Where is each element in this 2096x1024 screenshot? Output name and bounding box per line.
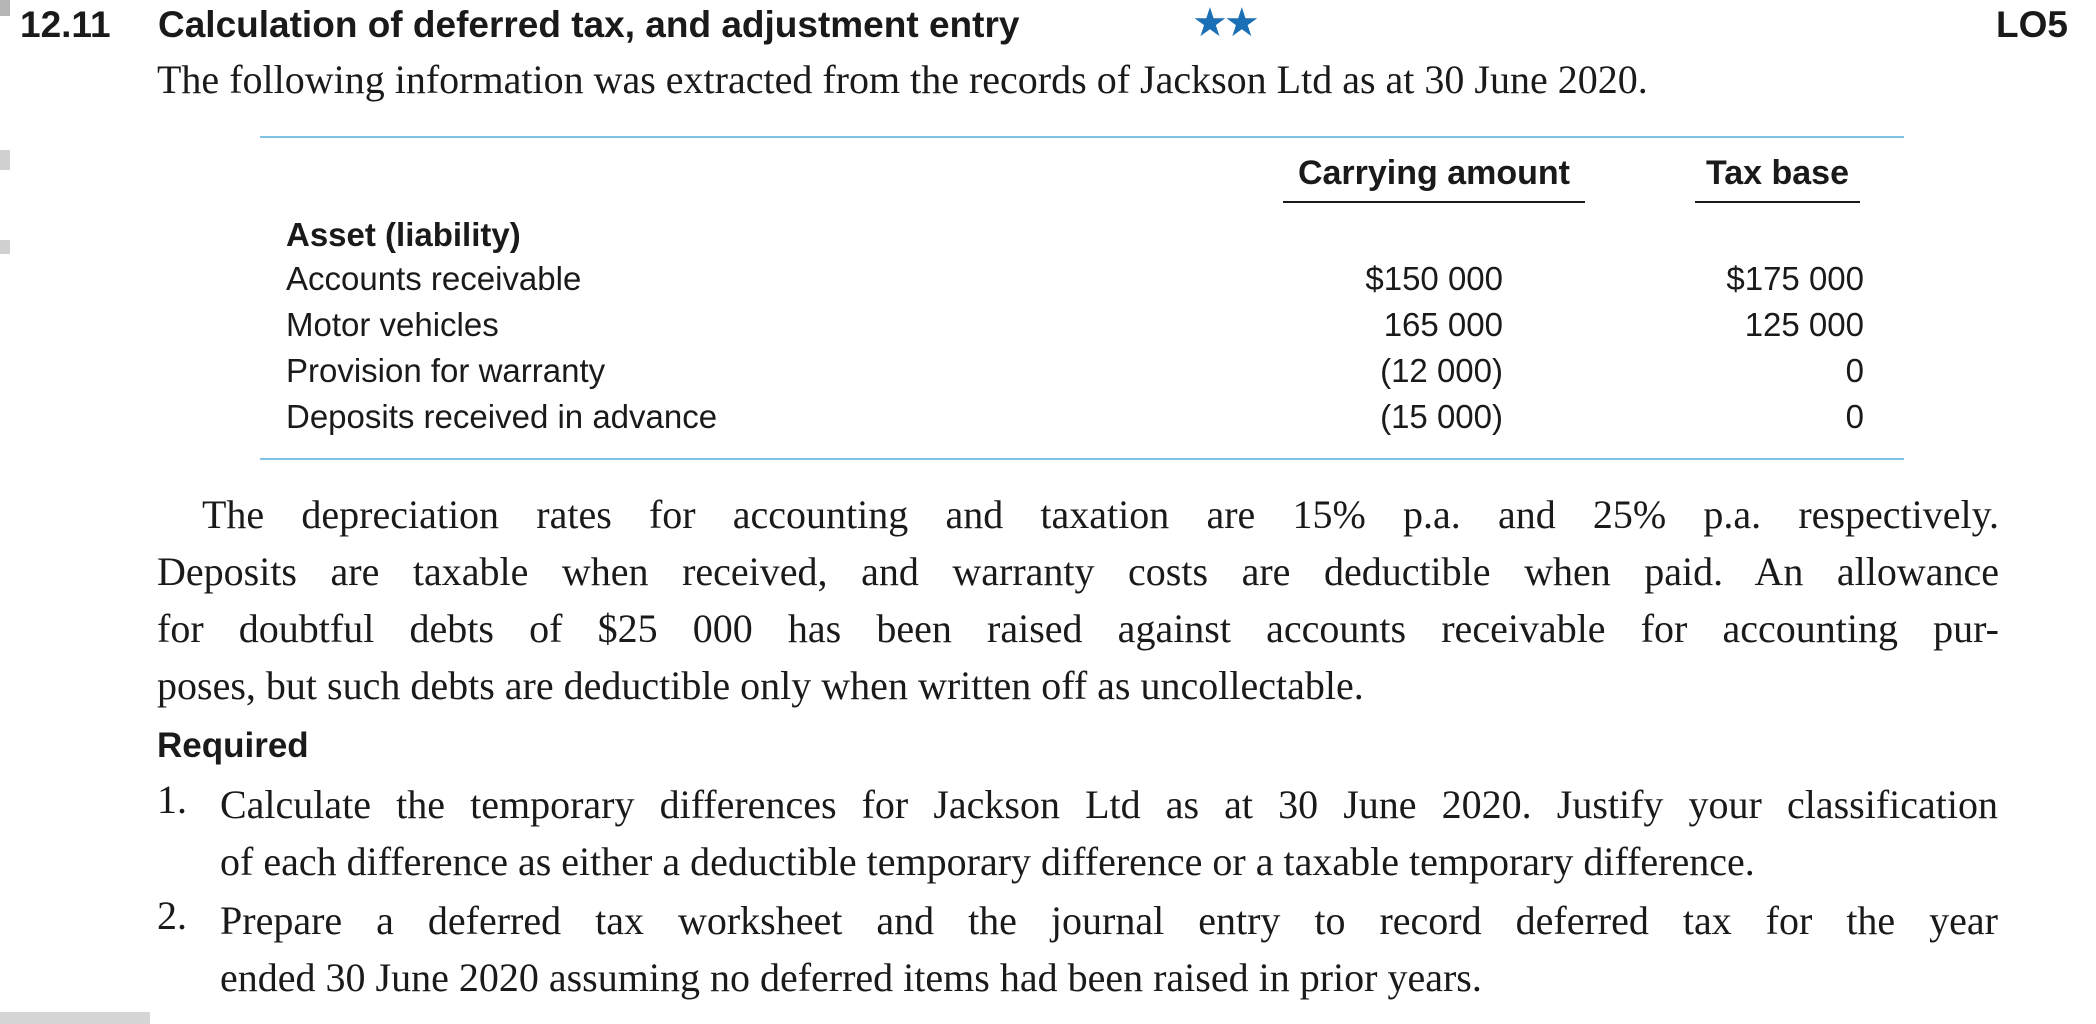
list-item-line: Prepare a deferred tax worksheet and the journal entry to record deferred tax for the year [220,898,1998,943]
list-item-line: of each difference as either a deductible temporary difference or a taxable temporary difference. [220,839,1755,884]
list-item [220,892,1998,1006]
table-cell-tax-base: $175 000 [1726,260,1864,297]
paragraph-line: for doubtful debts of $25 000 has been raised against accounts receivable for accounting pur- [157,606,1999,651]
list-item [220,776,1998,890]
table-row-label: Deposits received in advance [286,398,718,435]
table-cell-tax-base: 0 [1845,398,1864,435]
required-heading: Required [157,726,309,765]
viewer-edge-marker [0,150,10,170]
viewer-edge-marker [0,240,10,254]
paragraph-line: Deposits are taxable when received, and warranty costs are deductible when paid. An allowance [157,549,1999,594]
table-cell-tax-base: 0 [1845,352,1864,389]
table-row-label: Provision for warranty [286,352,606,389]
column-header-carrying-amount: Carrying amount [1283,154,1585,203]
list-item-line: Calculate the temporary differences for Jackson Ltd as at 30 June 2020. Justify your classification [220,782,1998,827]
table-cell-carrying-amount: 165 000 [1383,306,1503,343]
column-header-tax-base: Tax base [1695,154,1860,203]
table-row-label: Accounts receivable [286,260,582,297]
exercise-header [20,2,2070,54]
list-item-number: 1. [157,777,187,822]
table-cell-carrying-amount: (15 000) [1380,398,1503,435]
table-cell-tax-base: 125 000 [1744,306,1864,343]
table-top-rule [260,136,1904,138]
viewer-edge-marker [0,0,10,16]
intro-text: The following information was extracted from the records of Jackson Ltd as at 30 June 2020. [157,57,1648,102]
table-bottom-rule [260,458,1904,460]
exercise-title: Calculation of deferred tax, and adjustment entry [158,4,1020,45]
body-paragraph [157,486,1999,714]
viewer-scroll-strip [0,1012,150,1024]
table-section-label: Asset (liability) [286,216,521,253]
paragraph-line: The depreciation rates for accounting and taxation are 15% p.a. and 25% p.a. respectively. [202,492,1999,537]
difficulty-stars-icon: ★★ [1192,0,1256,46]
exercise-number: 12.11 [20,4,111,45]
list-item-number: 2. [157,893,187,938]
learning-objective-label: LO5 [1996,4,2068,45]
table-row-label: Motor vehicles [286,306,499,343]
paragraph-line: poses, but such debts are deductible only when written off as uncollectable. [157,663,1364,708]
table-cell-carrying-amount: $150 000 [1365,260,1503,297]
list-item-line: ended 30 June 2020 assuming no deferred items had been raised in prior years. [220,955,1482,1000]
table-cell-carrying-amount: (12 000) [1380,352,1503,389]
